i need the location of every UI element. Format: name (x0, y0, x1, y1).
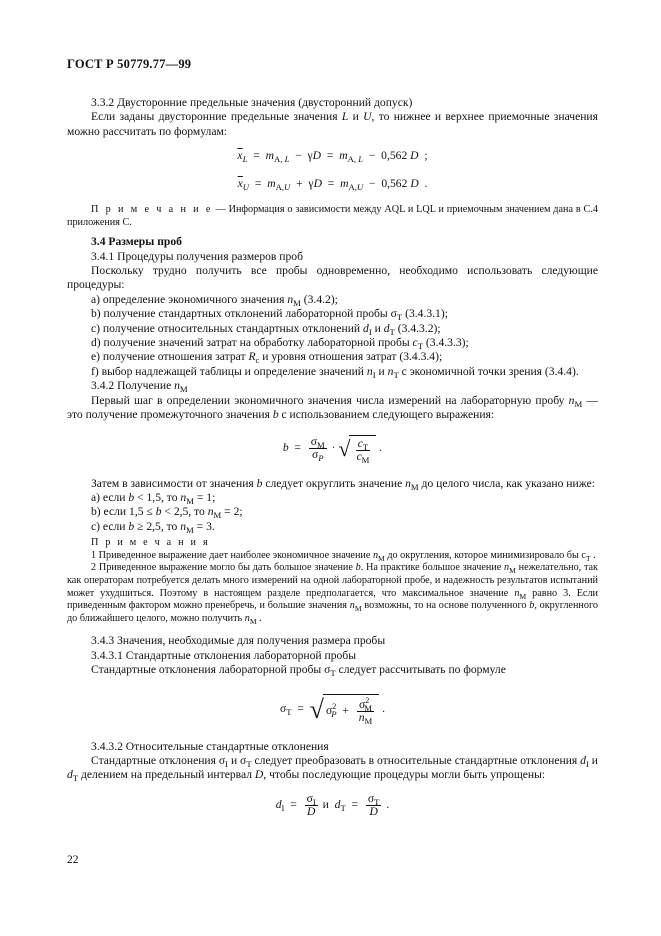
notes-label: П р и м е ч а н и я (91, 537, 210, 549)
list-item: c) получение относительных стандартных отклонений $d_I$ и $d_T$ (3.4.3.2); (91, 321, 441, 337)
heading-3-4-3: 3.4.3 Значения, необходимые для получения размера пробы (91, 634, 386, 648)
paragraph-rounding: Затем в зависимости от значения b следует округлить значение $n_М$ до целого числа, как указано ниже: (91, 476, 595, 492)
formula-upper-acceptance: $\overline{x}_U = m_{A,U} + \gamma D = m_{A,U} - 0,562$ D . (237, 176, 428, 192)
heading-3-3-2: 3.3.2 Двусторонние предельные значения (двусторонний допуск) (91, 96, 413, 109)
heading-3-4-3-1: 3.4.3.1 Стандартные отклонения лабораторной пробы (91, 648, 356, 662)
paragraph-3-4-3-2: Стандартные отклонения $\sigma_I$ и $\sigma_T$ следует преобразовать в относительные стандартные отклонения $d_I$ и $d_T$ делением на предельный интервал D, чтобы последующие процедуры могли быть упрощены: (67, 753, 598, 784)
heading-3-4-1: 3.4.1 Процедуры получения размеров проб (91, 249, 303, 263)
formula-b: b = $\frac{\sigma_M}{\sigma_P}$ · √ $\frac{c_T}{c_M}$ . (282, 435, 383, 465)
list-item: а) определение экономичного значения $n_М$ (3.4.2); (91, 292, 338, 308)
document-code-header: ГОСТ Р 50779.77—99 (67, 57, 192, 71)
list-item: b) если 1,5 ≤ b < 2,5, то $n_М = 2$; (91, 505, 243, 521)
paragraph-3-4-2: Первый шаг в определении экономичного значения числа измерений на лабораторную пробу $n_М$ — это получение промежуточного значения b с использованием следующего выражения: (67, 393, 598, 422)
paragraph-3-4-3-1: Стандартные отклонения лабораторной пробы $\sigma_T$ следует рассчитывать по формуле (91, 663, 506, 679)
heading-3-4-2: 3.4.2 Получение $n_М$ (91, 379, 188, 395)
formula-lower-acceptance: $\overline{x}_L = m_{A, L} - \gamma D = m_{A, L} - 0,562$ D ; (237, 149, 428, 165)
list-item: b) получение стандартных отклонений лабораторной пробы $\sigma_Т$ (3.4.3.1); (91, 307, 448, 323)
list-item: d) получение значений затрат на обработку лабораторной пробы $c_T$ (3.4.3.3); (91, 336, 469, 352)
note-2: 2 Приведенное выражение могло бы дать большое значение b. На практике большое значение $n_М$ нежелательно, так как операторам потребуется делать много измерений на одной лабораторной пробе, и надежность результатов испытаний может ухудшиться. Поэтому в настоящем разделе предполагается, что максимальное значение $n_М$ равно 3. Если приведенным фактором можно пренебречь, и большие значения $n_М$ возможны, то на основе полученного b, округленного до ближайшего целого, можно получить $n_М$ . (67, 562, 599, 626)
note-1: 1 Приведенное выражение дает наиболее экономичное значение $n_М$ до округления, которое минимизировало бы $c_T$ . (91, 549, 596, 563)
paragraph-3-3-2-intro: Если заданы двусторонние предельные значения L и U, то нижнее и верхнее приемочные значения можно рассчитать по формулам: (67, 110, 598, 138)
heading-3-4: 3.4 Размеры проб (91, 235, 182, 249)
page-number: 22 (67, 854, 79, 866)
rounding-cases (67, 491, 598, 534)
list-item: f) выбор надлежащей таблицы и определение значений $n_I$ и $n_T$ с экономичной точки зрения (3.4.4). (91, 364, 579, 380)
formula-group-acceptance-values (67, 149, 598, 191)
heading-3-4-3-2: 3.4.3.2 Относительные стандартные отклонения (91, 739, 329, 753)
note-3-3-2: П р и м е ч а н и е — Информация о зависимости между AQL и LQL и приемочным значением дана в С.4 приложения С. (67, 204, 598, 228)
list-item: c) если b ≥ 2,5, то $n_М = 3$. (91, 519, 215, 535)
formula-sigma-t: $\sigma_T$ = √ $\sigma^2_P$ + $\frac{\sigma^2_M}{n_M}$ . (279, 694, 386, 726)
list-item: а) если b < 1,5, то $n_М = 1$; (91, 490, 216, 506)
paragraph-3-4-1-intro: Поскольку трудно получить все пробы одновременно, необходимо использовать следующие процедуры: (67, 264, 598, 292)
page-content (67, 96, 598, 818)
procedure-list (67, 293, 598, 379)
formula-d: $d_I$ = $\frac{\sigma_I}{D}$ и $d_T$ = $\frac{\sigma_T}{D}$ . (275, 791, 390, 818)
list-item: e) получение отношения затрат $R_c$ и уровня отношения затрат (3.4.3.4); (91, 350, 443, 366)
